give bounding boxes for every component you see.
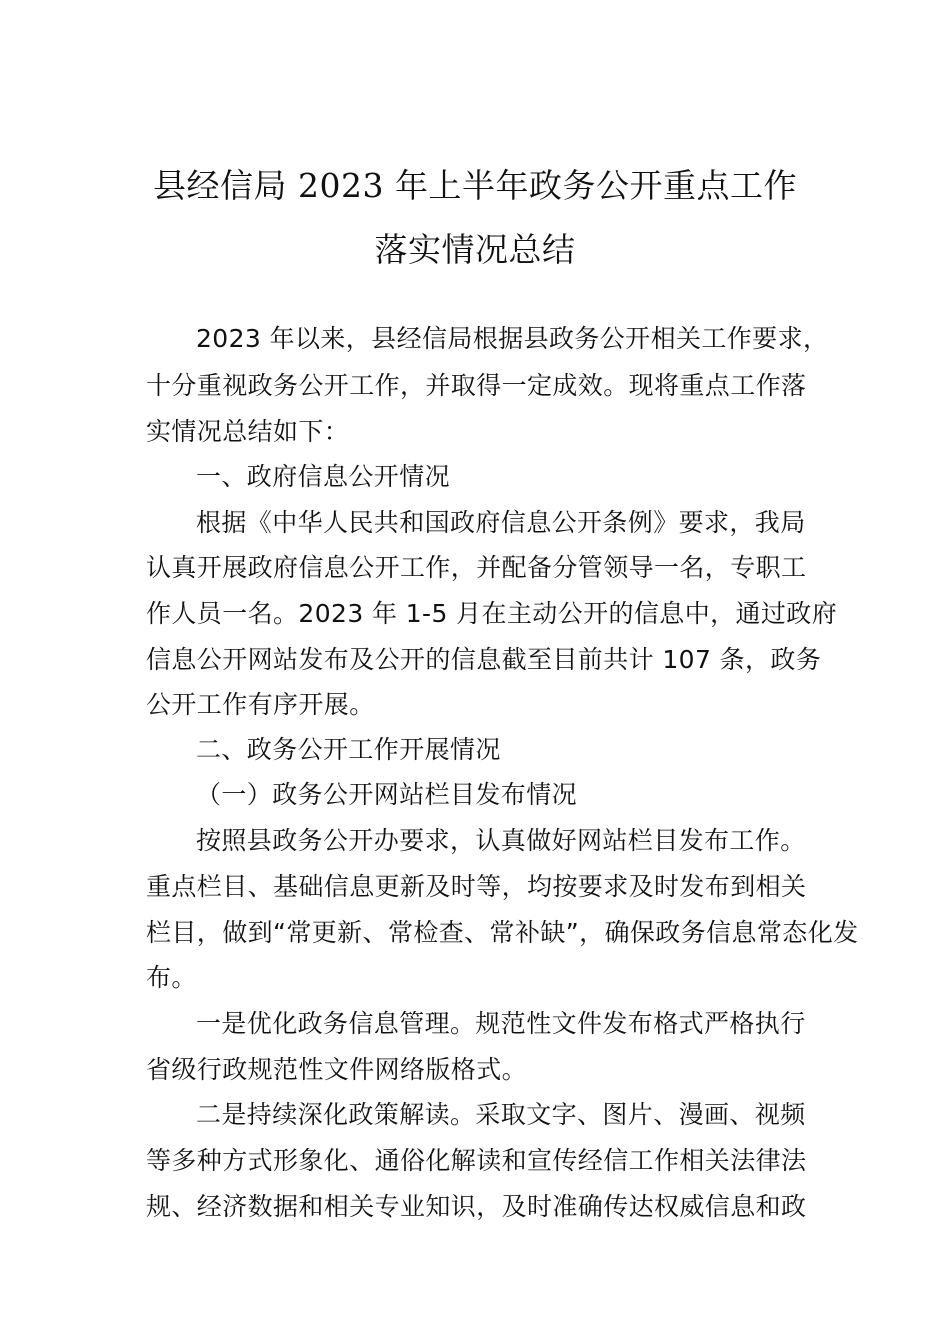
section-heading: 一、政府信息公开情况 — [196, 462, 451, 491]
paragraph-line: 按照县政务公开办要求，认真做好网站栏目发布工作。 — [196, 826, 806, 855]
paragraph-line: 2023 年以来，县经信局根据县政务公开相关工作要求， — [196, 324, 829, 353]
paragraph-line: 公开工作有序开展。 — [146, 690, 375, 719]
paragraph-line: 二是持续深化政策解读。采取文字、图片、漫画、视频 — [196, 1100, 806, 1129]
paragraph-line: 信息公开网站发布及公开的信息截至目前共计 107 条，政务 — [146, 645, 822, 674]
section-heading: 二、政务公开工作开展情况 — [196, 735, 501, 764]
paragraph-line: 十分重视政务公开工作，并取得一定成效。现将重点工作落 — [146, 371, 807, 400]
paragraph-line: 栏目，做到“常更新、常检查、常补缺”，确保政务信息常态化发 — [146, 918, 859, 947]
document-title-line-2: 落实情况总结 — [374, 230, 576, 269]
paragraph-line: 省级行政规范性文件网络版格式。 — [146, 1055, 528, 1084]
paragraph-line: 作人员一名。2023 年 1-5 月在主动公开的信息中，通过政府 — [146, 599, 838, 628]
document-title-line-1: 县经信局 2023 年上半年政务公开重点工作 — [153, 166, 797, 205]
paragraph-line: 根据《中华人民共和国政府信息公开条例》要求，我局 — [196, 508, 806, 537]
paragraph-line: 一是优化政务信息管理。规范性文件发布格式严格执行 — [196, 1009, 806, 1038]
paragraph-line: 规、经济数据和相关专业知识，及时准确传达权威信息和政 — [146, 1192, 807, 1221]
paragraph-line: 实情况总结如下： — [146, 417, 350, 446]
paragraph-line: 等多种方式形象化、通俗化解读和宣传经信工作相关法律法 — [146, 1146, 807, 1175]
paragraph-line: 认真开展政府信息公开工作，并配备分管领导一名，专职工 — [146, 553, 807, 582]
subsection-heading: （一）政务公开网站栏目发布情况 — [196, 780, 578, 809]
paragraph-line: 布。 — [146, 963, 197, 992]
paragraph-line: 重点栏目、基础信息更新及时等，均按要求及时发布到相关 — [146, 872, 807, 901]
